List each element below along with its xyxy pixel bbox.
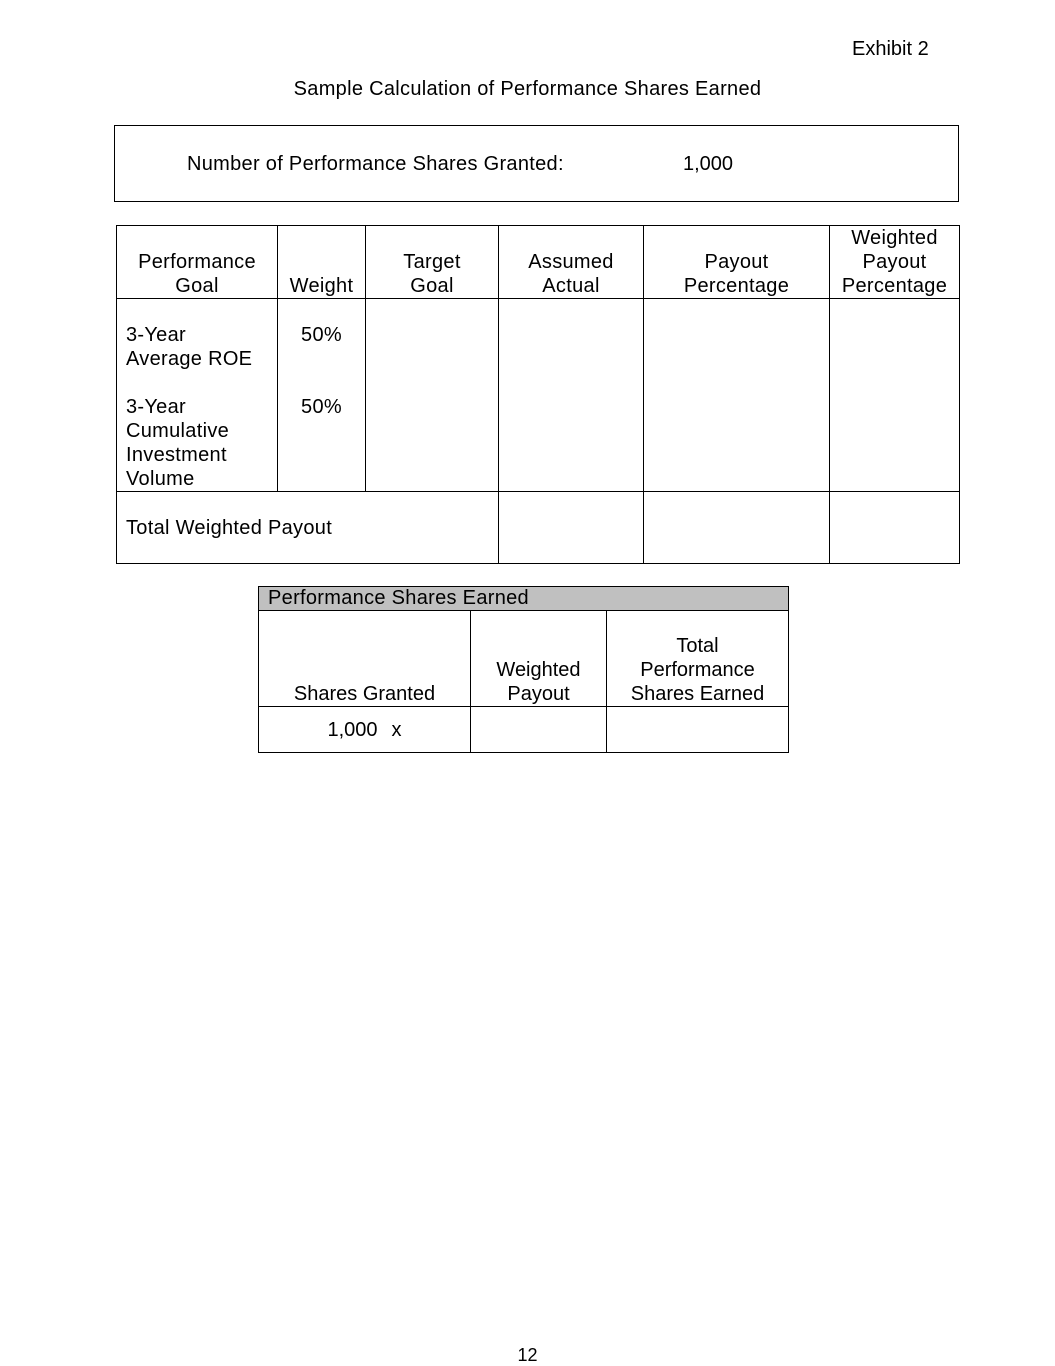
weight-cumulative-investment-volume: 50% <box>301 396 342 418</box>
weight-list-cell <box>278 299 366 492</box>
table-row <box>117 299 960 492</box>
header-weighted-payout: Weighted Payout <box>471 611 607 707</box>
page-number: 12 <box>517 1345 538 1365</box>
header-total-shares-earned: Total Performance Shares Earned <box>607 611 789 707</box>
shares-granted-value: 1,000 <box>683 153 734 175</box>
target-goal-cell <box>366 299 499 492</box>
goal-cumulative-investment-volume: 3-Year Cumulative Investment Volume <box>126 396 230 490</box>
header-weight: Weight <box>278 226 366 299</box>
goal-average-roe: 3-Year Average ROE <box>126 324 253 370</box>
shares-granted-label: Number of Performance Shares Granted: <box>187 153 564 175</box>
exhibit-label: Exhibit 2 <box>852 38 929 60</box>
header-shares-granted: Shares Granted <box>259 611 471 707</box>
shares-earned-title: Performance Shares Earned <box>259 587 789 611</box>
header-target-goal: Target Goal <box>366 226 499 299</box>
total-actual-cell <box>499 492 644 564</box>
total-row <box>117 492 960 564</box>
document-title: Sample Calculation of Performance Shares Earned <box>293 78 762 100</box>
goal-list-cell <box>117 299 278 492</box>
payout-percentage-cell <box>644 299 830 492</box>
shares-earned-table <box>258 586 789 753</box>
table-header-row <box>117 226 960 299</box>
header-payout-percentage: Payout Percentage <box>644 226 830 299</box>
multiply-sign: x <box>391 718 402 741</box>
shares-earned-value-row <box>259 707 789 753</box>
header-assumed-actual: Assumed Actual <box>499 226 644 299</box>
shares-granted-amount: 1,000 <box>327 718 378 741</box>
total-weighted-payout-label: Total Weighted Payout <box>117 492 499 564</box>
total-payout-cell <box>644 492 830 564</box>
header-performance-goal: Performance Goal <box>117 226 278 299</box>
performance-goal-table <box>116 225 960 564</box>
weighted-payout-percentage-cell <box>830 299 960 492</box>
total-shares-earned-cell <box>607 707 789 753</box>
shares-earned-header-row <box>259 611 789 707</box>
weight-average-roe: 50% <box>301 324 342 346</box>
assumed-actual-cell <box>499 299 644 492</box>
shares-granted-box <box>114 125 959 202</box>
total-weighted-cell <box>830 492 960 564</box>
shares-granted-cell <box>259 707 471 753</box>
header-weighted-payout-percentage: Weighted Payout Percentage <box>830 226 960 299</box>
weighted-payout-cell <box>471 707 607 753</box>
